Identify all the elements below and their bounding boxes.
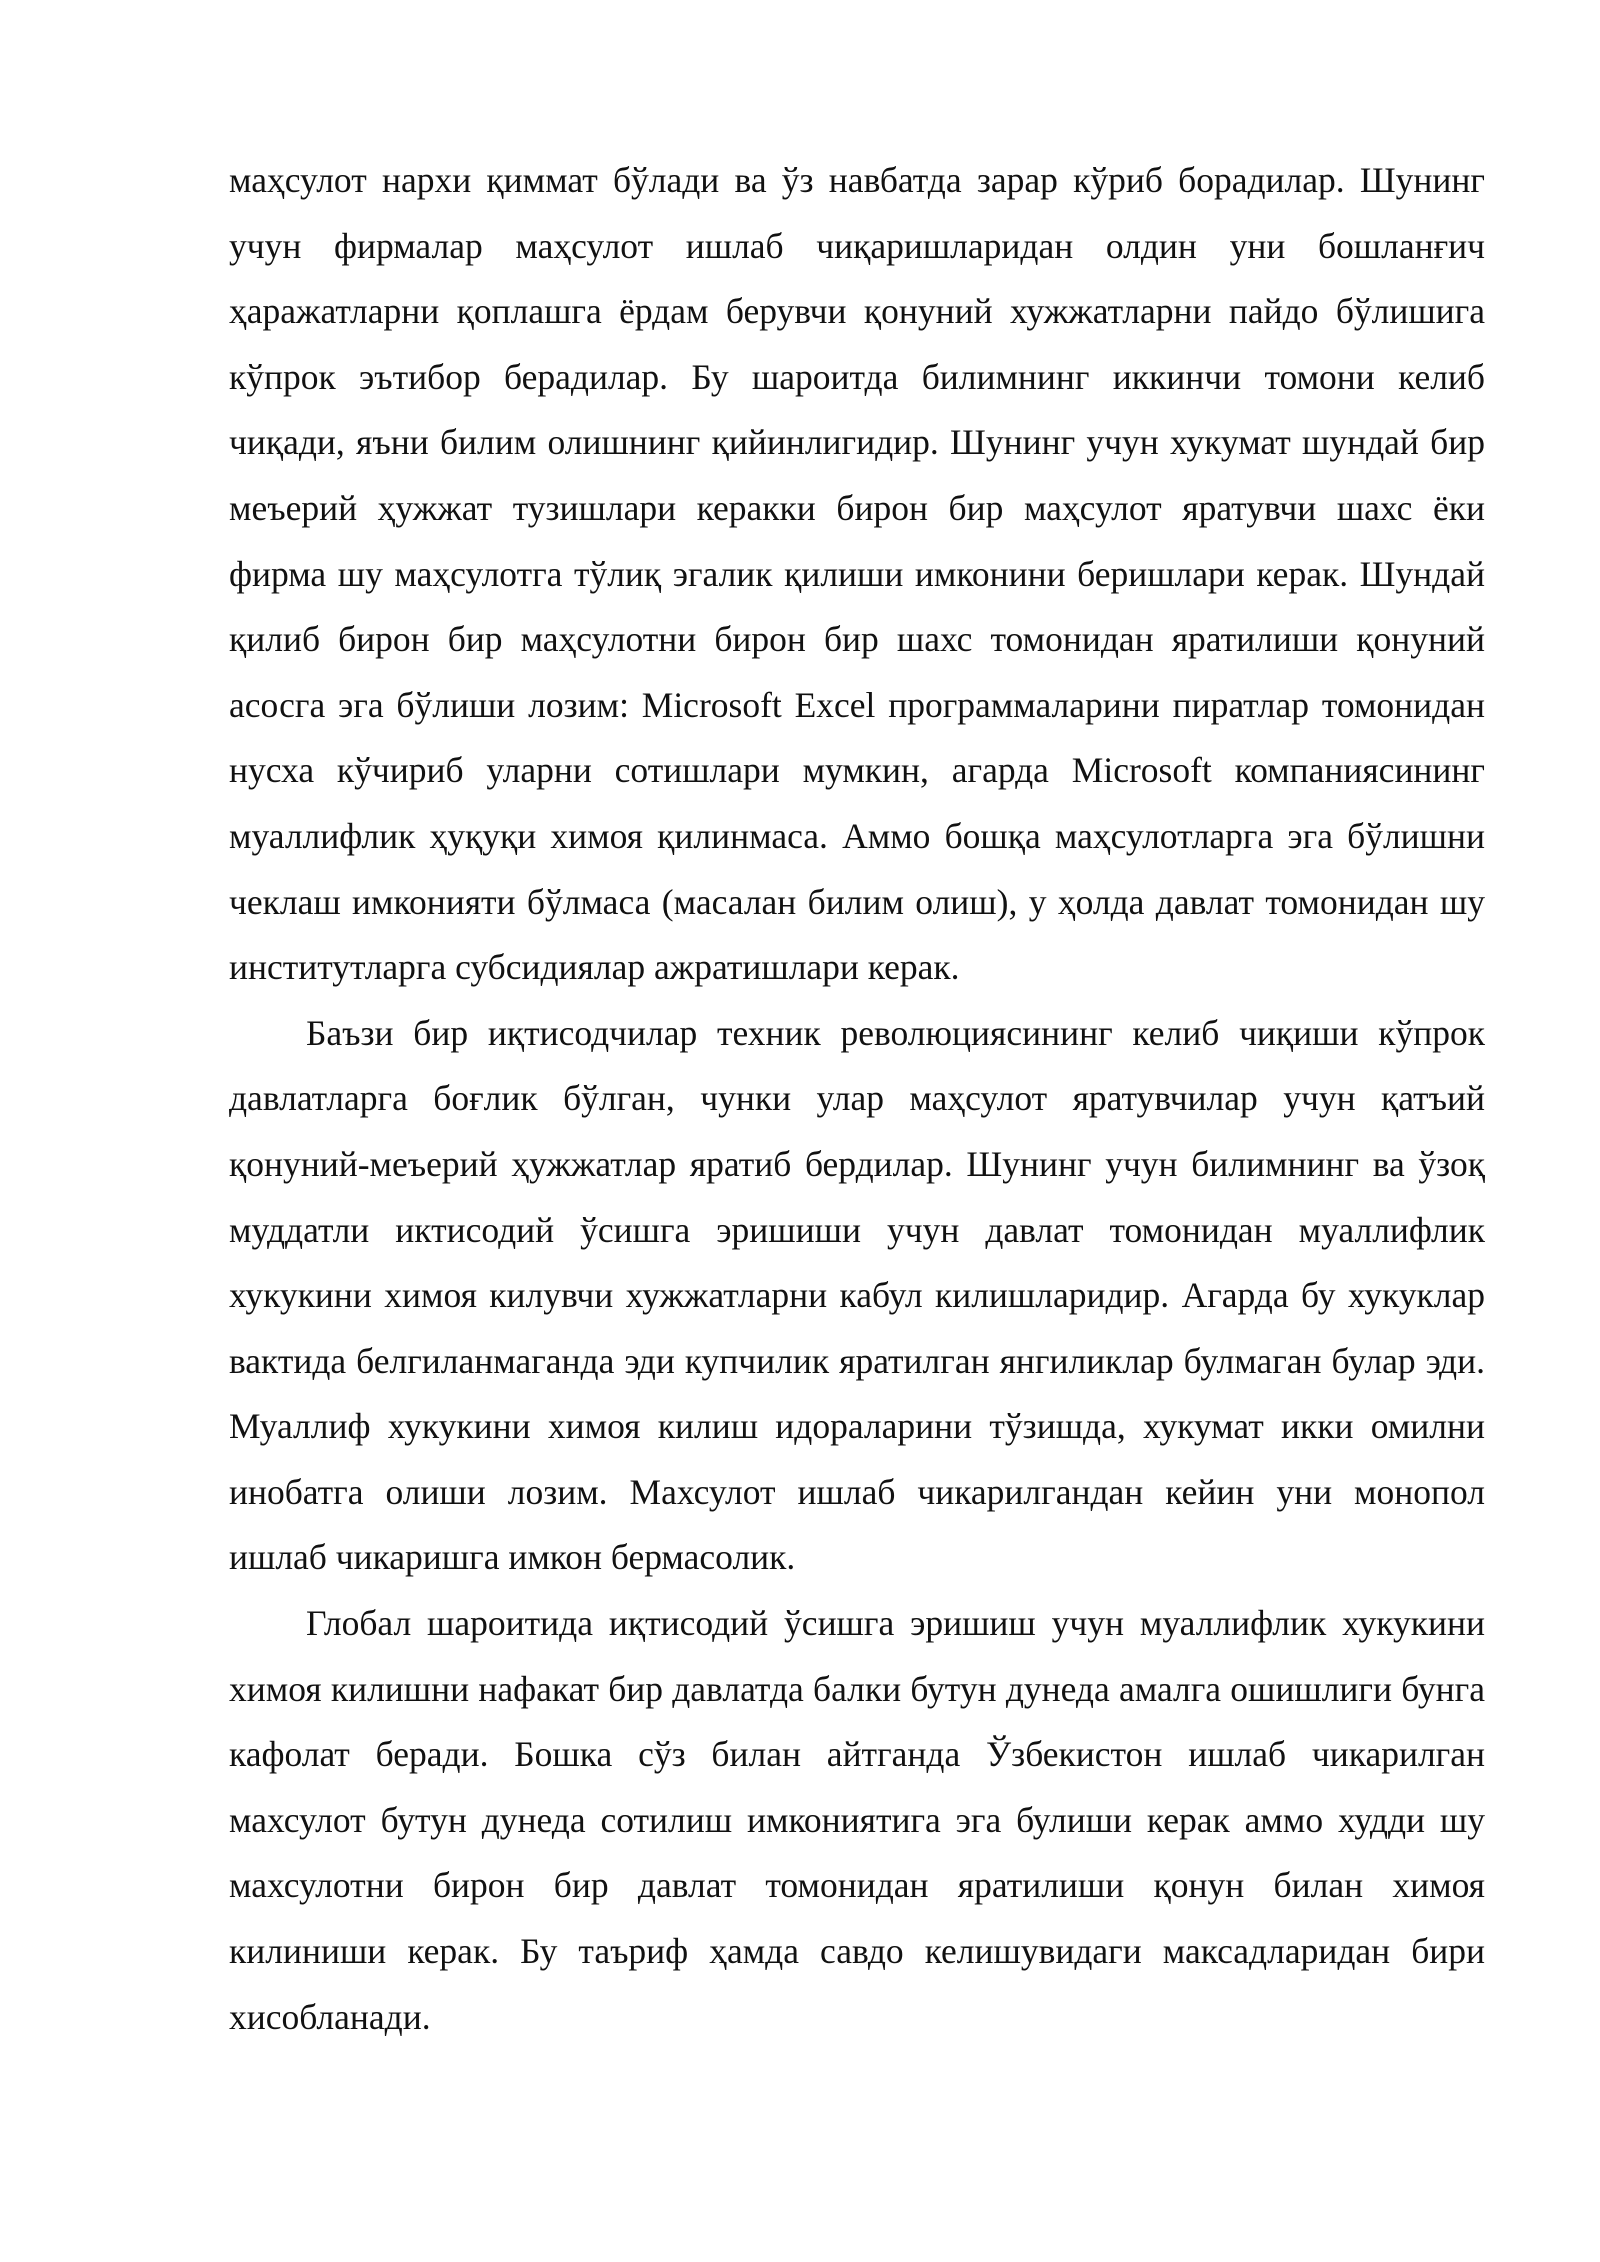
- document-body: [229, 148, 1485, 2050]
- paragraph-3: Глобал шароитида иқтисодий ўсишга эришиш учун муаллифлик хукукини химоя килишни нафакат бир давлатда балки бутун дунеда амалга ошишлиги бунга кафолат беради. Бошка сўз билан айтганда Ўзбекистон ишлаб чикарилган махсулот бутун дунеда сотилиш имкониятига эга булиши керак аммо худди шу махсулотни бирон бир давлат томонидан яратилиши қонун билан химоя килиниши керак. Бу таъриф ҳамда савдо келишувидаги максадларидан бири хисобланади.: [229, 1603, 1485, 2037]
- paragraph-2: Баъзи бир иқтисодчилар техник революциясининг келиб чиқиши кўпрок давлатларга боғлик бўлган, чунки улар маҳсулот яратувчилар учун қатъий қонуний-меъерий ҳужжатлар яратиб бердилар. Шунинг учун билимнинг ва ўзоқ муддатли иктисодий ўсишга эришиши учун давлат томонидан муаллифлик хукукини химоя килувчи хужжатларни кабул килишларидир. Агарда бу хукуклар вактида белгиланмаганда эди купчилик яратилган янгиликлар булмаган булар эди. Муаллиф хукукини химоя килиш идораларини тўзишда, хукумат икки омилни инобатга олиши лозим. Махсулот ишлаб чикарилгандан кейин уни монопол ишлаб чикаришга имкон бермасолик.: [229, 1012, 1485, 1578]
- paragraph-1: маҳсулот нархи қиммат бўлади ва ўз навбатда зарар кўриб борадилар. Шунинг учун фирмалар маҳсулот ишлаб чиқаришларидан олдин уни бошланғич ҳаражатларни қоплашга ёрдам берувчи қонуний хужжатларни пайдо бўлишига кўпрок эътибор берадилар. Бу шароитда билимнинг иккинчи томони келиб чиқади, яъни билим олишнинг қийинлигидир. Шунинг учун хукумат шундай бир меъерий ҳужжат тузишлари керакки бирон бир маҳсулот яратувчи шахс ёки фирма шу маҳсулотга тўлиқ эгалик қилиши имконини беришлари керак. Шундай қилиб бирон бир маҳсулотни бирон бир шахс томонидан яратилиши қонуний асосга эга бўлиши лозим: Microsoft Excel программаларини пиратлар томонидан нусха кўчириб уларни сотишлари мумкин, агарда Microsoft компаниясининг муаллифлик ҳуқуқи химоя қилинмаса. Аммо бошқа маҳсулотларга эга бўлишни чеклаш имконияти бўлмаса (масалан билим олиш), у ҳолда давлат томонидан шу институтларга субсидиялар ажратишлари керак.: [229, 160, 1485, 988]
